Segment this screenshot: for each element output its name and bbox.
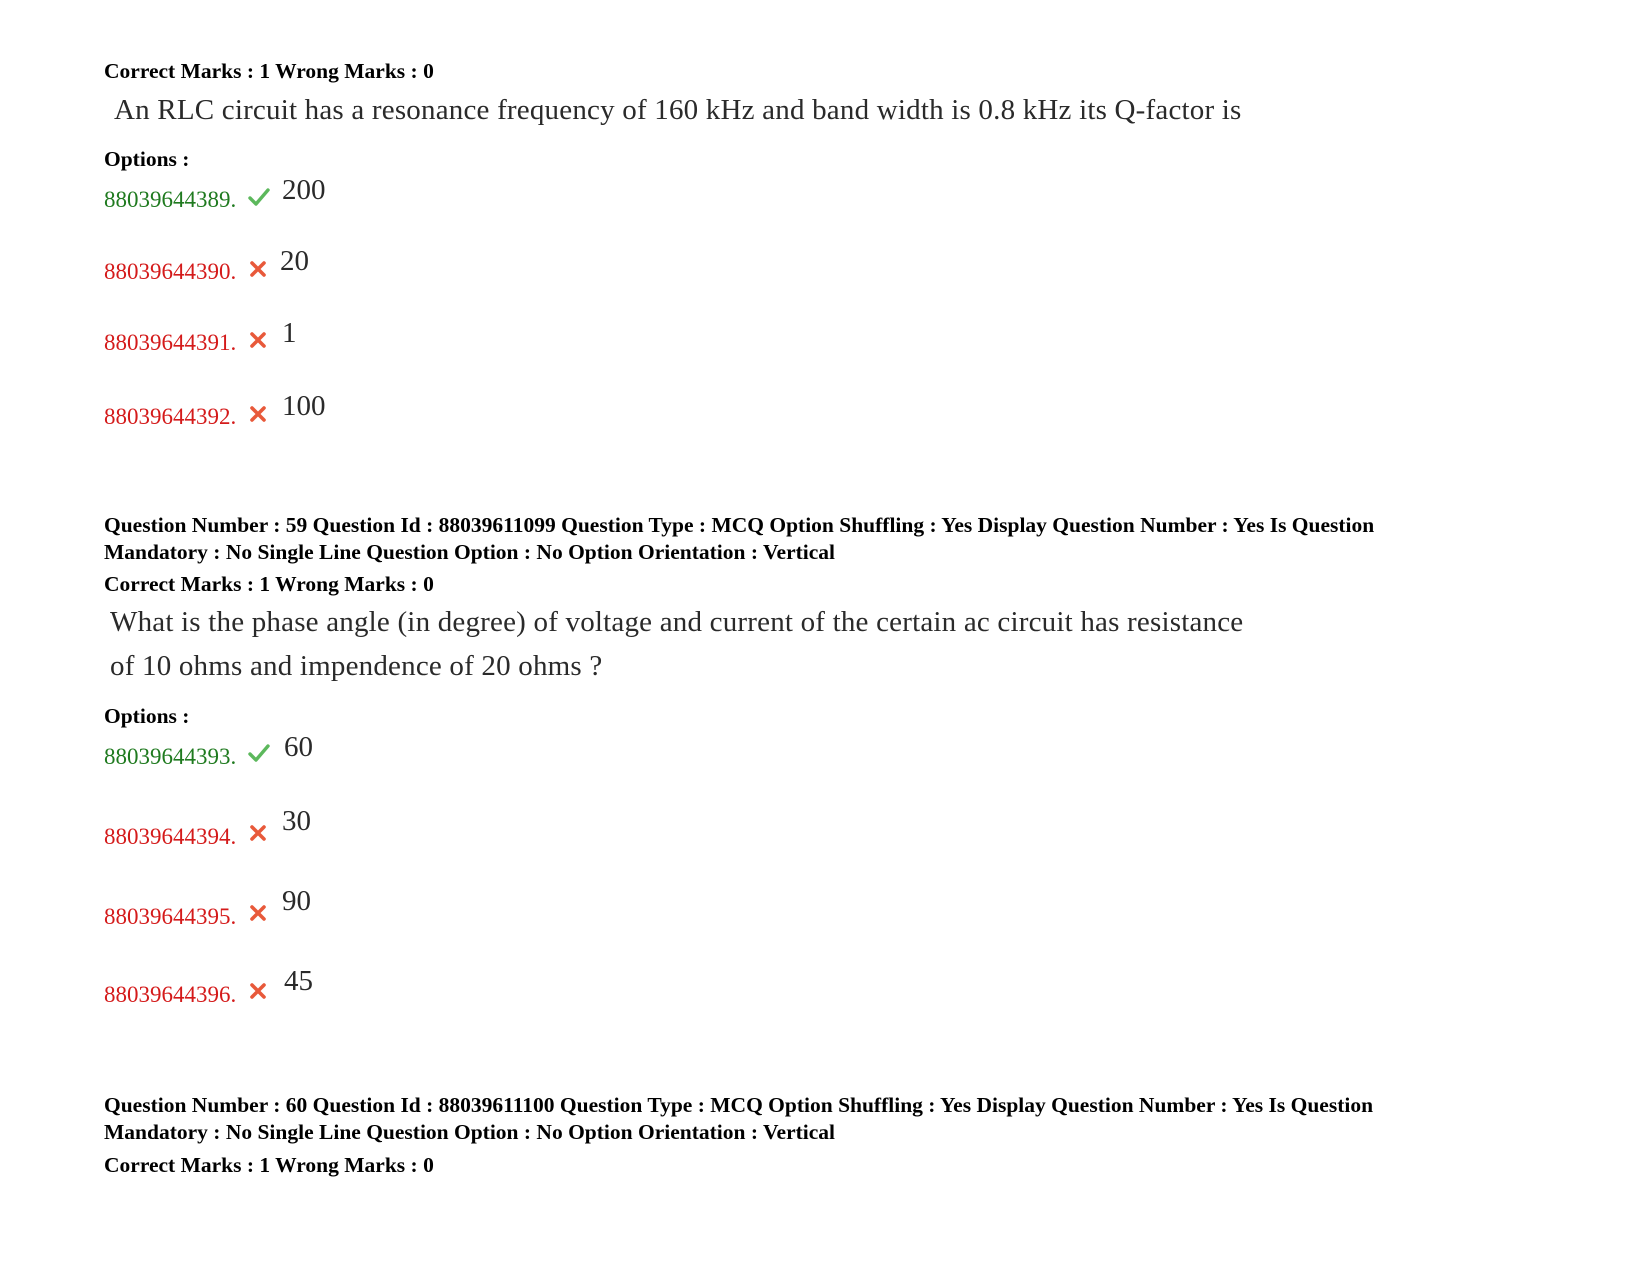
q60-marks: Correct Marks : 1 Wrong Marks : 0 — [104, 1153, 434, 1177]
q59-option-3-value: 90 — [282, 885, 311, 917]
cross-icon — [247, 822, 269, 844]
q58-option-2-value: 20 — [280, 245, 309, 277]
q58-option-2-id: 88039644390. — [104, 259, 237, 284]
q59-option-2-value: 30 — [282, 805, 311, 837]
q59-option-1-value: 60 — [284, 731, 313, 763]
q59-question-text-line-2: of 10 ohms and impendence of 20 ohms ? — [110, 650, 603, 682]
q58-option-4-id: 88039644392. — [104, 404, 237, 429]
q59-option-3-id: 88039644395. — [104, 904, 237, 929]
q60-header-line-1: Question Number : 60 Question Id : 88039611100 Question Type : MCQ Option Shuffling : Yes Display Question Number : Yes Is Question — [104, 1093, 1374, 1117]
q58-option-3-id: 88039644391. — [104, 330, 237, 355]
q59-option-2-id: 88039644394. — [104, 824, 237, 849]
q58-options-label: Options : — [104, 147, 190, 171]
q59-option-1-id: 88039644393. — [104, 744, 237, 769]
q58-option-4-value: 100 — [282, 390, 326, 422]
q59-options-label: Options : — [104, 704, 190, 728]
q59-option-4-value: 45 — [284, 965, 313, 997]
check-icon — [248, 742, 270, 764]
q58-question-text: An RLC circuit has a resonance frequency of 160 kHz and band width is 0.8 kHz its Q-factor is — [114, 94, 1242, 126]
q59-marks: Correct Marks : 1 Wrong Marks : 0 — [104, 572, 434, 596]
q58-option-1-value: 200 — [282, 174, 326, 206]
q59-option-4-id: 88039644396. — [104, 982, 237, 1007]
check-icon — [248, 186, 270, 208]
q59-header-line-2: Mandatory : No Single Line Question Option : No Option Orientation : Vertical — [104, 540, 836, 564]
q58-option-3-value: 1 — [282, 317, 297, 349]
cross-icon — [247, 403, 269, 425]
cross-icon — [247, 329, 269, 351]
cross-icon — [247, 258, 269, 280]
q58-marks: Correct Marks : 1 Wrong Marks : 0 — [104, 59, 434, 83]
q59-question-text-line-1: What is the phase angle (in degree) of voltage and current of the certain ac circuit has resistance — [110, 606, 1244, 638]
q60-header-line-2: Mandatory : No Single Line Question Option : No Option Orientation : Vertical — [104, 1120, 836, 1144]
cross-icon — [247, 980, 269, 1002]
q59-header-line-1: Question Number : 59 Question Id : 88039611099 Question Type : MCQ Option Shuffling : Yes Display Question Number : Yes Is Question — [104, 513, 1375, 537]
cross-icon — [247, 902, 269, 924]
q58-option-1-id: 88039644389. — [104, 187, 237, 212]
